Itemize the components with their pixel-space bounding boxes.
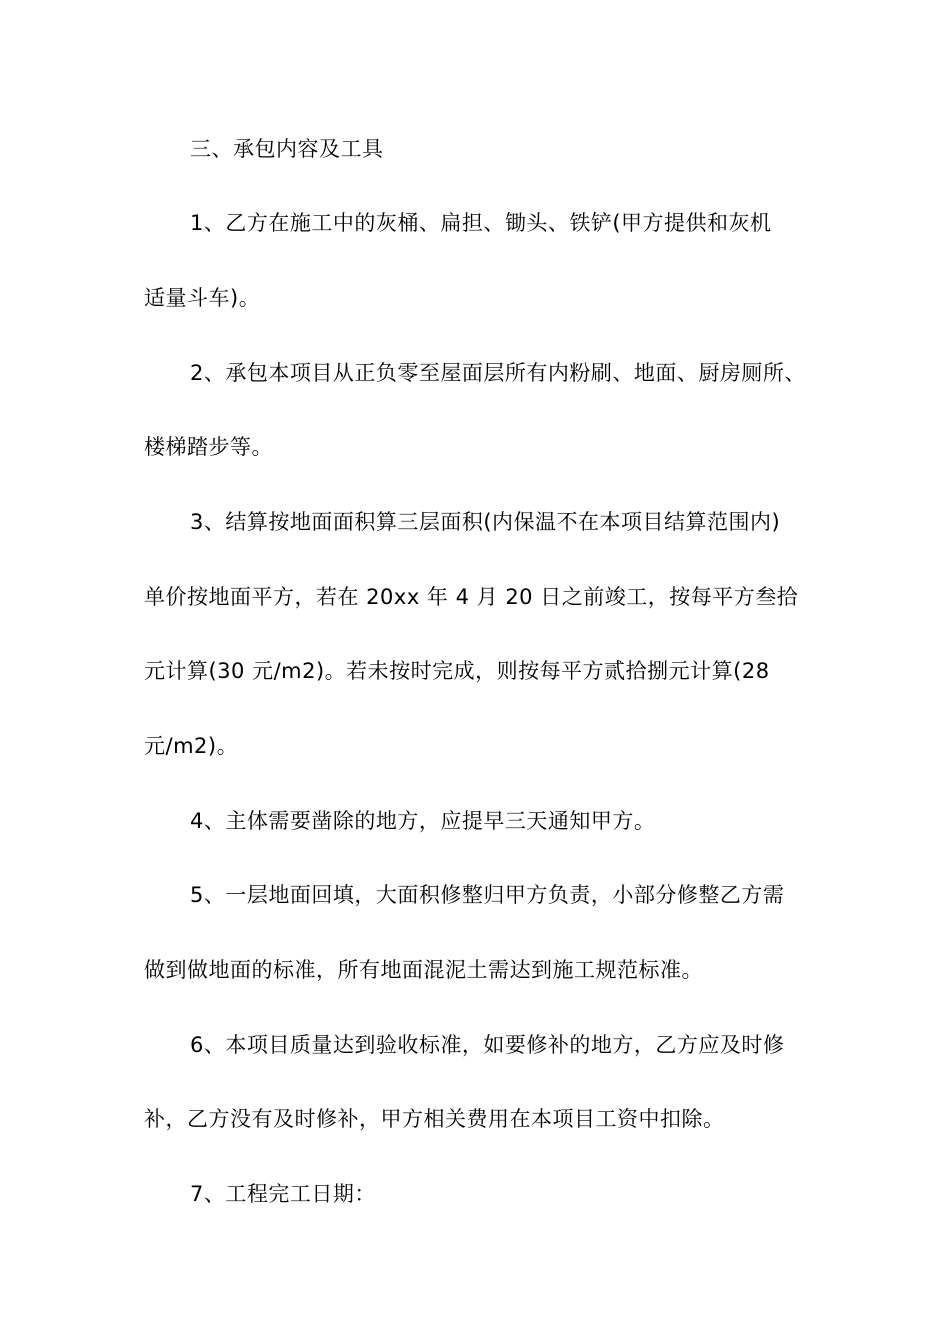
paragraph-line: 3、结算按地面面积算三层面积(内保温不在本项目结算范围内) <box>190 510 781 534</box>
paragraph-line: 单价按地面平方，若在 20xx 年 4 月 20 日之前竣工，按每平方叁拾 <box>144 585 799 609</box>
paragraph-line: 1、乙方在施工中的灰桶、扁担、锄头、铁铲(甲方提供和灰机 <box>190 211 772 235</box>
paragraph-line: 5、一层地面回填，大面积修整归甲方负责，小部分修整乙方需 <box>190 883 785 907</box>
paragraph-line: 做到做地面的标准，所有地面混泥土需达到施工规范标准。 <box>144 958 703 982</box>
section-heading: 三、承包内容及工具 <box>190 137 384 161</box>
paragraph-line: 元计算(30 元/m2)。若未按时完成，则按每平方贰拾捌元计算(28 <box>144 659 770 683</box>
paragraph-line: 6、本项目质量达到验收标准，如要修补的地方，乙方应及时修 <box>190 1033 785 1057</box>
paragraph-line: 4、主体需要凿除的地方，应提早三天通知甲方。 <box>190 809 656 833</box>
paragraph-line: 元/m2)。 <box>144 734 239 758</box>
paragraph-line: 楼梯踏步等。 <box>144 435 273 459</box>
paragraph-line: 7、工程完工日期： <box>190 1182 376 1206</box>
paragraph-line: 补，乙方没有及时修补，甲方相关费用在本项目工资中扣除。 <box>144 1107 725 1131</box>
paragraph-line: 适量斗车)。 <box>144 286 261 310</box>
paragraph-line: 2、承包本项目从正负零至屋面层所有内粉刷、地面、厨房厕所、 <box>190 361 806 385</box>
